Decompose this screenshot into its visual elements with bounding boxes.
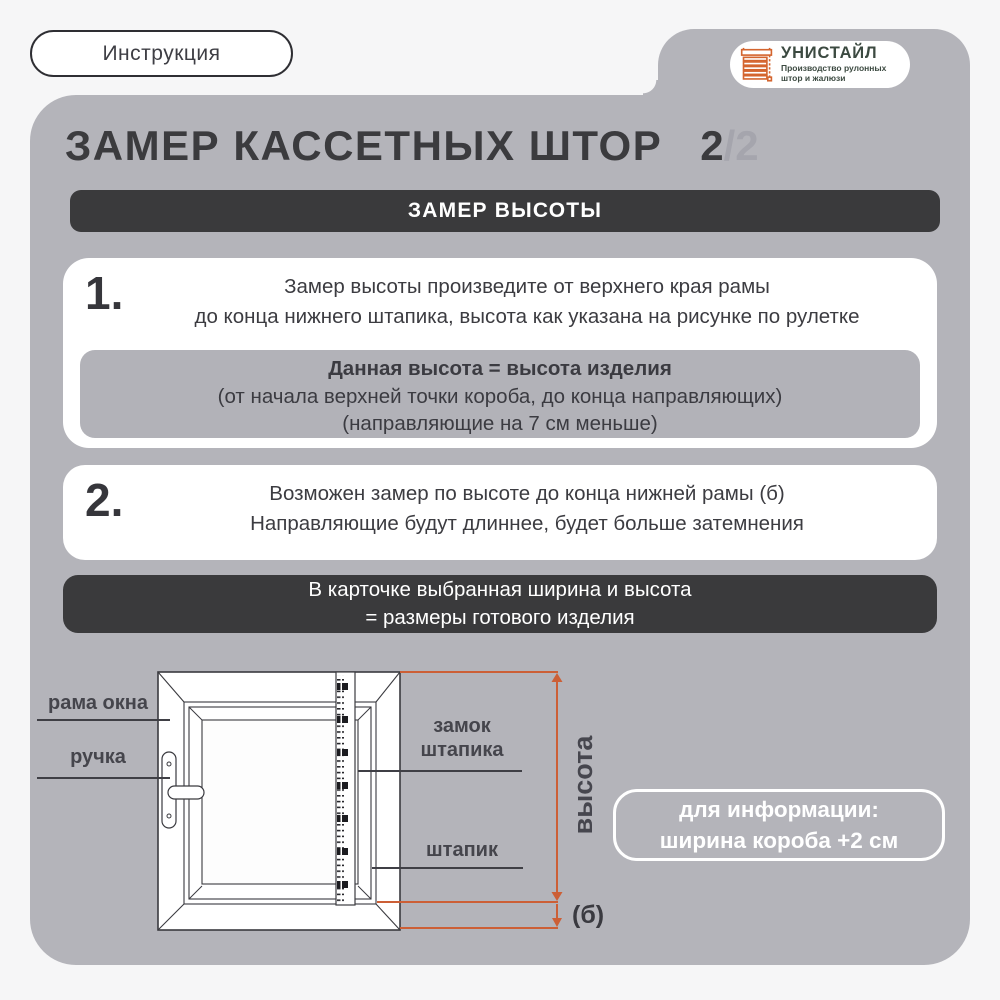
step-2-number: 2. [85, 474, 124, 526]
step-2-card [63, 465, 937, 560]
label-variant-b: (б) [572, 901, 605, 929]
instruction-badge-label: Инструкция [102, 41, 221, 65]
page-title-text: ЗАМЕР КАССЕТНЫХ ШТОР [65, 122, 663, 169]
logo-text [781, 45, 886, 83]
section-bar-height: ЗАМЕР ВЫСОТЫ [70, 190, 940, 232]
label-height: высота [568, 735, 598, 835]
label-handle: ручка [70, 746, 126, 768]
label-window-frame: рама окна [48, 692, 148, 714]
measuring-tape-icon [336, 672, 355, 905]
step-2-text: Возможен замер по высоте до конца нижней рамы (б) Направляющие будут длиннее, будет больше затемнения [250, 482, 804, 535]
logo-brand: УНИСТАЙЛ [781, 44, 878, 63]
step-1-number: 1. [85, 267, 124, 319]
instruction-badge [30, 30, 293, 77]
step-1-card [63, 258, 937, 448]
card-tab-fillet [643, 80, 659, 96]
window-frame [158, 672, 400, 930]
brand-logo [730, 41, 910, 88]
height-measurement-arrows [377, 672, 563, 928]
label-bead: штапик [426, 839, 498, 861]
summary-bar: В карточке выбранная ширина и высота = размеры готового изделия [63, 575, 937, 633]
page-indicator: 2/2 [700, 122, 759, 169]
blinds-icon [739, 46, 775, 84]
page-title [65, 120, 759, 172]
logo-subtitle: Производство рулонных штор и жалюзи [781, 62, 887, 83]
label-bead-lock: замок штапика [420, 715, 504, 761]
info-pill: для информации: ширина короба +2 см [613, 789, 945, 861]
step-1-text: Замер высоты произведите от верхнего края рамы до конца нижнего штапика, высота как указана на рисунке по рулетке [194, 275, 860, 328]
step-1-note: Данная высота = высота изделия (от начала верхней точки короба, до конца направляющих) (направляющие на 7 см меньше) [80, 350, 920, 438]
